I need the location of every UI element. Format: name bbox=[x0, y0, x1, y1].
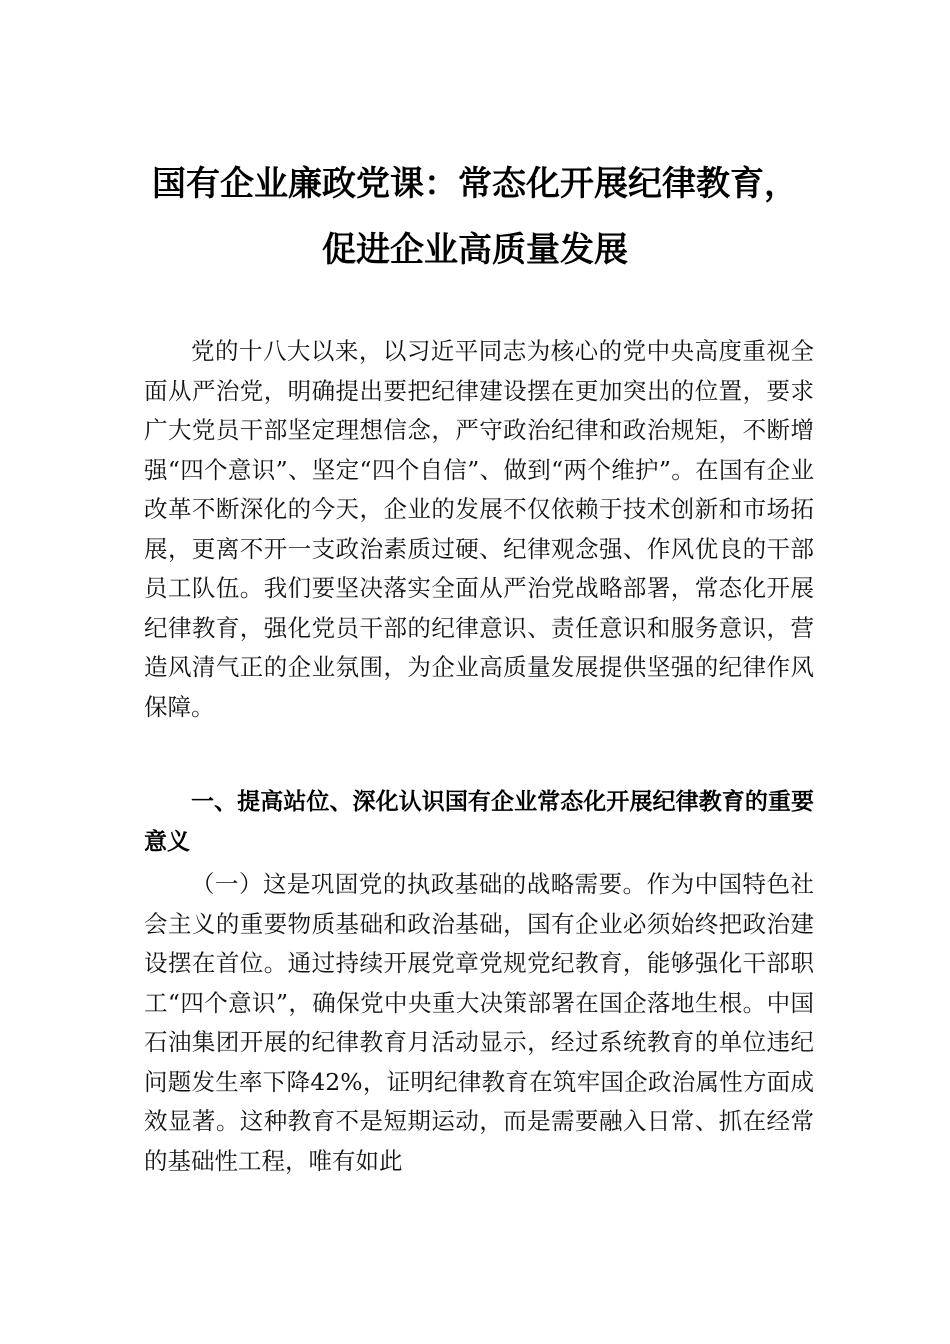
document-title-line-1: 国有企业廉政党课：常态化开展纪律教育， bbox=[152, 164, 798, 204]
document-title-line-2: 促进企业高质量发展 bbox=[322, 230, 628, 270]
section-1-paragraph-1: （一）这是巩固党的执政基础的战略需要。作为中国特色社会主义的重要物质基础和政治基础，国有企业必须始终把政治建设摆在首位。通过持续开展党章党规党纪教育，能够强化干部职工“四个意识”，确保党中央重大决策部署在国企落地生根。中国石油集团开展的纪律教育月活动显示，经过系统教育的单位违纪问题发生率下降42%，证明纪律教育在筑牢国企政治属性方面成效显著。这种教育不是短期运动，而是需要融入日常、抓在经常的基础性工程，唯有如此 bbox=[144, 870, 814, 1175]
section-1-heading: 一、提高站位、深化认识国有企业常态化开展纪律教育的重要意义 bbox=[144, 789, 814, 855]
intro-paragraph: 党的十八大以来，以习近平同志为核心的党中央高度重视全面从严治党，明确提出要把纪律建设摆在更加突出的位置，要求广大党员干部坚定理想信念，严守政治纪律和政治规矩，不断增强“四个意识”、坚定“四个自信”、做到“两个维护”。在国有企业改革不断深化的今天，企业的发展不仅依赖于技术创新和市场拓展，更离不开一支政治素质过硬、纪律观念强、作风优良的干部员工队伍。我们要坚决落实全面从严治党战略部署，常态化开展纪律教育，强化党员干部的纪律意识、责任意识和服务意识，营造风清气正的企业氛围，为企业高质量发展提供坚强的纪律作风保障。 bbox=[144, 337, 814, 721]
